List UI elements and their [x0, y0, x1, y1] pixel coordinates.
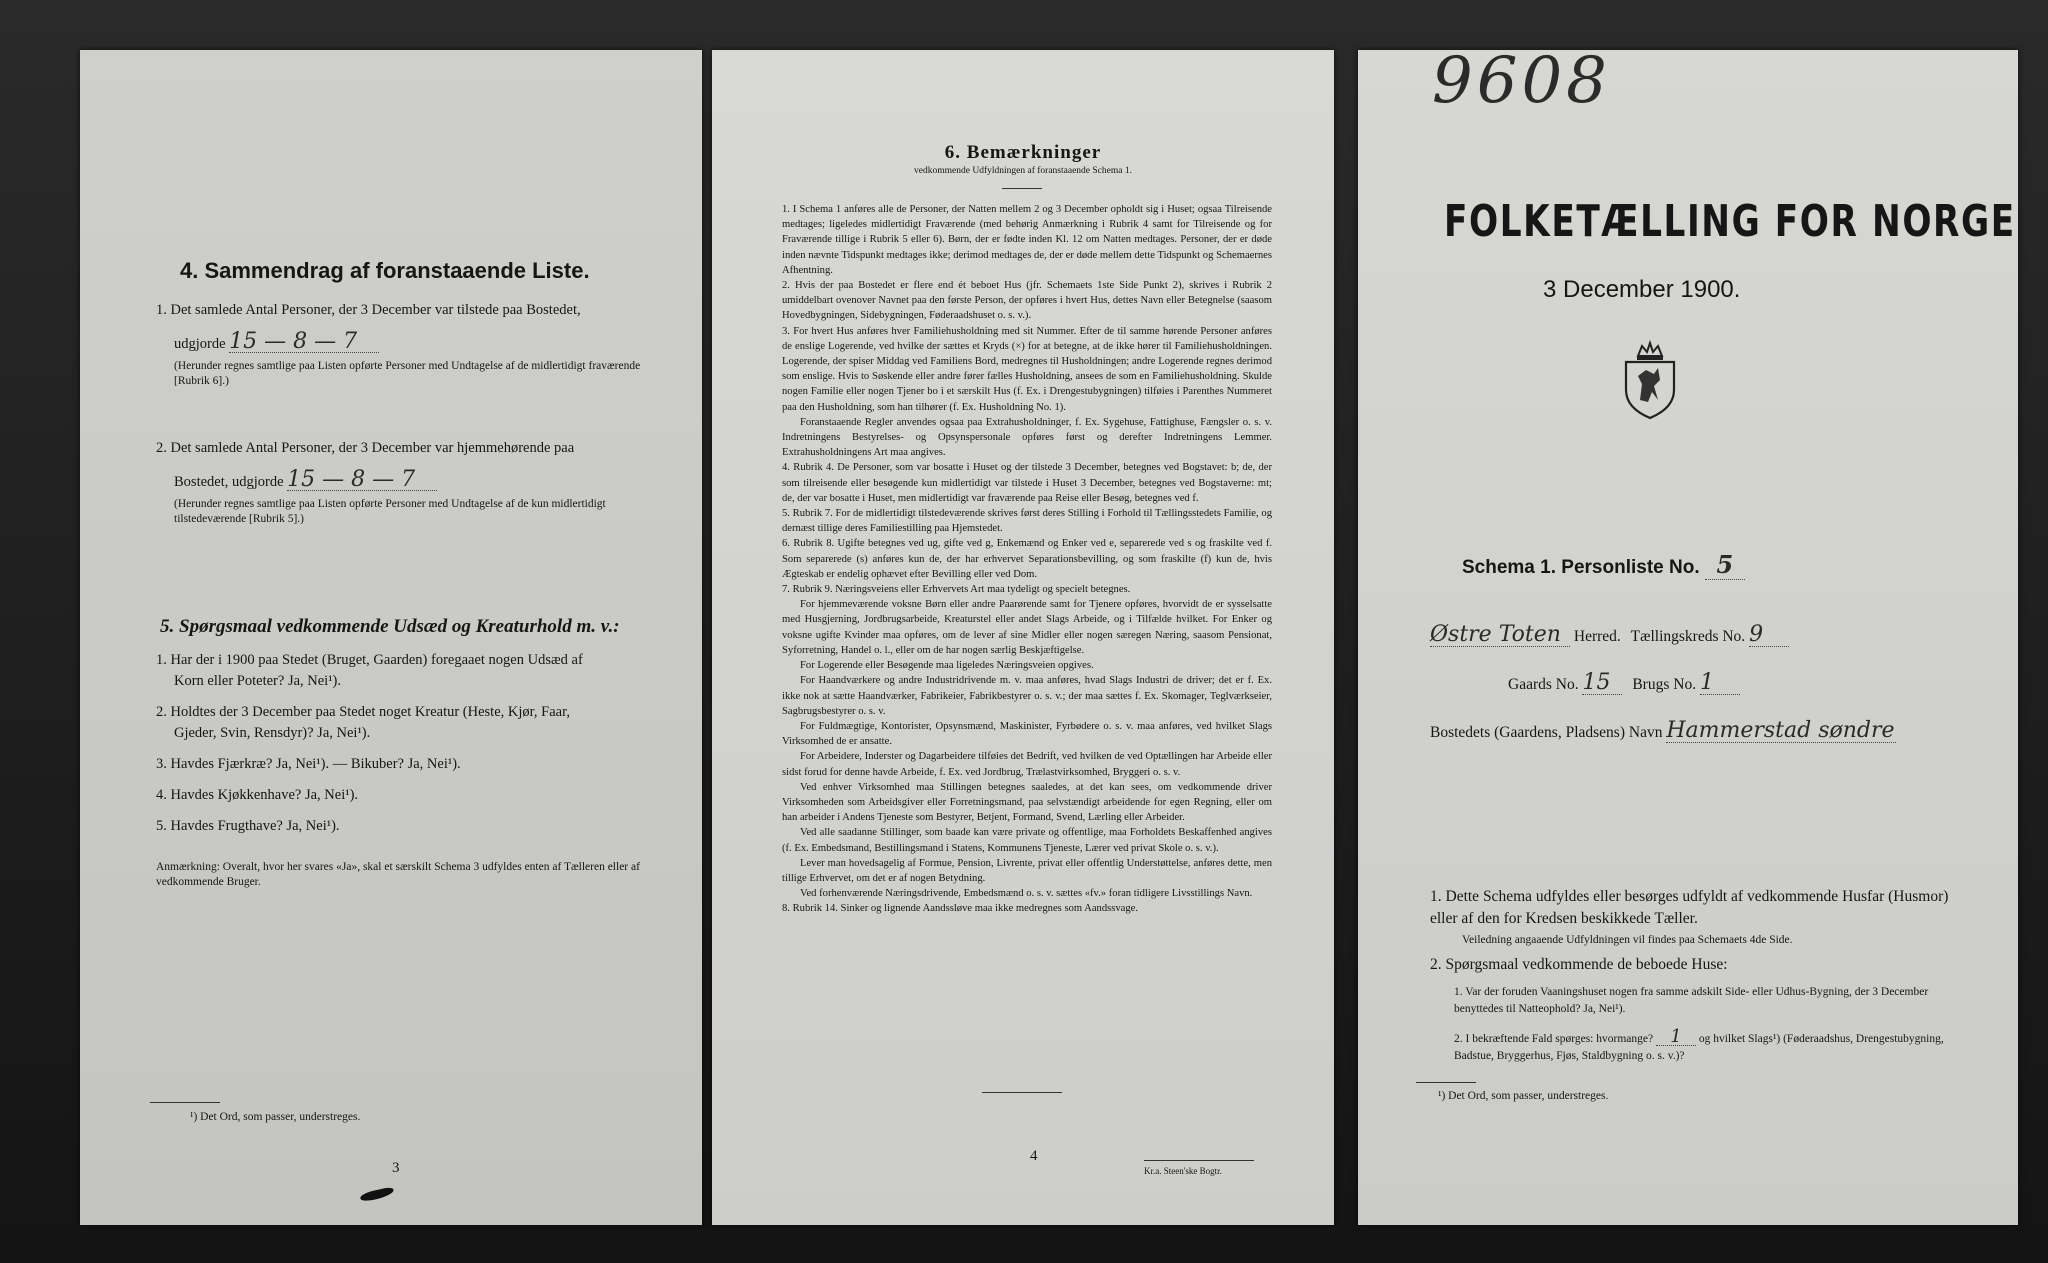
coat-of-arms-icon [1620, 340, 1680, 420]
house-question-2b: og hvilket Slags¹) (Føderaadshus, Drengestubygning, Badstue, Bryggerhus, Fjøs, Staldbygning o. s. v.)? [1454, 1033, 1944, 1062]
remark-paragraph: 4. Rubrik 4. De Personer, som var bosatte i Huset og der tilstede 3 December, betegnes ved Bogstavet: b; de, der som tilreisende eller besøgende kun midlertidigt var tilstede i Huset 3 December, betegnes ved Bogstaverne: mt; de, der var bosatte i Huset, men midlertidigt var fraværende paa Reise eller Besøg, betegnes ved f. [782, 462, 1272, 504]
remark: Anmærkning: Overalt, hvor her svares «Ja», skal et særskilt Schema 3 udfyldes enten af Tælleren eller af vedkommende Bruger. [156, 861, 640, 888]
remark-paragraph: 7. Rubrik 9. Næringsveiens eller Erhvervets Art maa tydeligt og specielt betegnes. [782, 584, 1131, 596]
summary-item-1-text: 1. Det samlede Antal Personer, der 3 December var tilstede paa Bostedet, [156, 302, 581, 318]
bleed-through-text [140, 110, 153, 142]
kreds-value: 9 [1749, 624, 1789, 647]
question-1a: 1. Har der i 1900 paa Stedet (Bruget, Gaarden) foregaaet nogen Udsæd af [156, 652, 583, 668]
herred-label: Herred. [1573, 628, 1621, 645]
house-count: 1 [1656, 1028, 1696, 1046]
remark-paragraph: 1. I Schema 1 anføres alle de Personer, der Natten mellem 2 og 3 December opholdt sig i Huset; ogsaa Tilreisende medtages; ligeledes midlertidigt Fraværende (med behørig Anmærkning i Rubrik 4 samt for Tilreisende og for Fraværende tillige i Rubrik 5 eller 6). Børn, der er fødte inden Kl. 12 om Natten medtages. Personer, der er døde inden nævnte Tidspunkt medtages ikke; derimod medtages de, der er døde mellem dette Tidspunkt og Schemaernes Afhentning. [782, 204, 1272, 276]
instruction-2: 2. Spørgsmaal vedkommende de beboede Huse: [1430, 956, 1728, 973]
remark-paragraph: Foranstaaende Regler anvendes ogsaa paa Extrahusholdninger, f. Ex. Sygehuse, Fattighuse, Fængsler o. s. v. Indretningens Bestyrelses- og Opsynspersonale opføres først og derefter Indretningens Lemmer. Extrahusholdningens Art maa angives. [782, 416, 1272, 459]
page-number: 4 [1030, 1148, 1038, 1164]
bosted-label: Bostedets (Gaardens, Pladsens) Navn [1430, 724, 1663, 741]
summary-item-2-value: 15 — 8 — 7 [287, 469, 437, 491]
remark-paragraph: 2. Hvis der paa Bostedet er flere end ét beboet Hus (jfr. Schemaets 1ste Side Punkt 2), skrives i Rubrik 2 umiddelbart ovenover Navnet paa den første Person, der opføres i hvert Hus, dettes Navn eller Betegnelse (saasom Hovedbygningen, Sidebygningen, Føderaadshuset o. s. v.). [782, 280, 1272, 322]
remark-paragraph: Ved forhenværende Næringsdrivende, Embedsmænd o. s. v. sættes «fv.» foran tidligere Livsstillings Navn. [800, 888, 1253, 900]
gaard-line [1508, 672, 1740, 696]
remarks-subtitle: vedkommende Udfyldningen af foranstaaende Schema 1. [914, 166, 1132, 176]
footnote: ¹) Det Ord, som passer, understreges. [190, 1111, 361, 1123]
house-question-2a: 2. I bekræftende Fald spørges: hvormange? [1454, 1033, 1654, 1045]
summary-item-1 [156, 300, 656, 389]
instruction-1: 1. Dette Schema udfyldes eller besørges udfyldt af vedkommende Husfar (Husmor) eller af den for Kredsen beskikkede Tæller. [1430, 888, 1949, 927]
census-title: FOLKETÆLLING FOR NORGE [1444, 196, 2016, 247]
brug-label: Brugs No. [1632, 676, 1697, 693]
remarks-title: 6. Bemærkninger [944, 142, 1102, 163]
summary-item-2-label: Bostedet, udgjorde [174, 474, 284, 490]
brug-value: 1 [1700, 672, 1740, 695]
question-2b: Gjeder, Svin, Rensdyr)? Ja, Nei¹). [174, 725, 371, 741]
page-1 [1358, 50, 2018, 1225]
summary-item-2 [156, 438, 656, 527]
summary-item-1-value: 15 — 8 — 7 [229, 331, 379, 353]
remark-paragraph: For Haandværkere og andre Industridrivende m. v. maa anføres, hvad Slags Industri de driver; det er f. Ex. ikke nok at sætte Haandværker, Fabrikeier, Fabrikbestyrer o. s. v.; der maa sættes f. Ex. Skomager, Teglværkseier, Sagbrugsbestyrer o. s. v. [782, 675, 1272, 717]
personliste-number: 5 [1705, 550, 1745, 580]
printer-mark: Kr.a. Steen'ske Bogtr. [1144, 1166, 1222, 1176]
question-3: 3. Havdes Fjærkræ? Ja, Nei¹). — Bikuber? Ja, Nei¹). [156, 756, 461, 772]
remark-paragraph: For Fuldmægtige, Kontorister, Opsynsmænd, Maskinister, Fyrbødere o. s. v. maa anføres, ved hvilket Slags Virksomhed de er ansatte. [782, 720, 1272, 748]
question-5: 5. Havdes Frugthave? Ja, Nei¹). [156, 818, 340, 834]
kreds-label: Tællingskreds No. [1630, 628, 1746, 645]
gaard-label: Gaards No. [1508, 676, 1579, 693]
house-question-1: 1. Var der foruden Vaaningshuset nogen fra samme adskilt Side- eller Udhus-Bygning, der 3 December benyttedes til Natteophold? Ja, Nei¹). [1454, 986, 1929, 1015]
page-3 [80, 50, 702, 1225]
instruction-1-sub: Veiledning angaaende Udfyldningen vil findes paa Schemaets 4de Side. [1462, 934, 1793, 946]
census-date: 3 December 1900. [1543, 276, 1741, 303]
ink-blot [359, 1187, 394, 1203]
remark-paragraph: For Arbeidere, Inderster og Dagarbeidere tilføies det Bedrift, ved hvilken de ved Optællingen har Arbeide eller sidst forud for denne havde Arbeide, f. Ex. ved Jordbrug, Trælastvirksomhed, Bryggeri o. s. v. [782, 751, 1272, 778]
question-1b: Korn eller Poteter? Ja, Nei¹). [174, 673, 342, 689]
remark-paragraph: For Logerende eller Besøgende maa ligeledes Næringsveien opgives. [800, 660, 1094, 672]
archive-number: 9608 [1432, 50, 1611, 118]
page-number: 3 [392, 1160, 400, 1176]
remark-paragraph: 6. Rubrik 8. Ugifte betegnes ved ug, gifte ved g, Enkemænd og Enker ved e, separerede ved s og fraskilte ved f. Som separerede (s) anføres kun de, der har erhvervet Separationsbevilling, og som fraskilte (f) kun de, hvis Ægteskab er endelig ophævet efter Bevilling eller ved Dom. [782, 538, 1272, 580]
section-4-title: 4. Sammendrag af foranstaaende Liste. [180, 258, 590, 283]
remark-paragraph: For hjemmeværende voksne Børn eller andre Paarørende samt for Tjenere opføres, hvorvidt de er sysselsatte med Husgjerning, Jordbrugsarbeide, Kreaturstel eller andet Slags Arbeide, og i Tilfælde hvilket. For Enker og voksne ugifte Kvinder maa opføres, om de lever af sine Midler eller nogen særegen Næring, saasom Pensionat, Syforretning, Handel o. l., eller om de har nogen særlig Beskjæftigelse. [782, 599, 1272, 656]
section-5-title: 5. Spørgsmaal vedkommende Udsæd og Kreaturhold m. v.: [160, 616, 620, 637]
remark-paragraph: 3. For hvert Hus anføres hver Familiehusholdning med sit Nummer. Efter de til samme hørende Personer anføres de enslige Logerende, ved hvilke der sættes et Kryds (×) for at betegne, at de ikke hører til Familiehusholdningen. Logerende, der spiser Middag ved Familiens Bord, medregnes til Husholdningen; andre Logerende regnes derimod som enslige. Hvis to Søskende eller andre fører fælles Husholdning, ansees de som en Familiehusholdning. Skulde nogen Familie eller nogen Tjener bo i et særskilt Hus (f. Ex. i Drengestubygningen) tilføies i Parenthes Nummeret paa den Husholdning, som han tilhører (f. Ex. Husholdning No. 1). [782, 325, 1272, 413]
remarks-body [782, 202, 1272, 917]
remark-paragraph: 8. Rubrik 14. Sinker og lignende Aandssløve maa ikke medregnes som Aandssvage. [782, 903, 1139, 915]
footnote-rule [1416, 1082, 1476, 1083]
section-5-questions [156, 650, 666, 837]
house-question-2 [1454, 1028, 1974, 1065]
schema-label [1462, 550, 1745, 580]
remark-paragraph: Ved alle saadanne Stillinger, som baade kan være private og offentlige, maa Forholdets Beskaffenhed angives (f. Ex. Embedsmand, Bestillingsmand i Statens, Kommunens Tjeneste, Lærer ved privat Skole o. s. v.). [782, 827, 1272, 854]
bosted-line [1430, 720, 2010, 744]
schema-label-text: Schema 1. Personliste No. [1462, 557, 1700, 578]
remark-paragraph: Lever man hovedsagelig af Formue, Pension, Livrente, privat eller offentlig Understøttelse, anføres dette, men tillige Erhvervet, om det er af nogen Betydning. [782, 857, 1272, 884]
page-4 [712, 50, 1334, 1225]
bosted-value: Hammerstad søndre [1666, 718, 1895, 743]
printer-rule [1144, 1160, 1254, 1161]
footnote: ¹) Det Ord, som passer, understreges. [1438, 1090, 1609, 1102]
footnote-rule [150, 1102, 220, 1103]
summary-item-1-label: udgjorde [174, 336, 226, 352]
question-4: 4. Havdes Kjøkkenhave? Ja, Nei¹). [156, 787, 359, 803]
title-rule [1002, 188, 1042, 189]
herred-value: Østre Toten [1430, 624, 1570, 647]
end-rule [982, 1092, 1062, 1093]
summary-item-2-note: (Herunder regnes samtlige paa Listen opførte Personer med Undtagelse af de kun midlertidigt tilstedeværende [Rubrik 5].) [174, 498, 606, 525]
summary-item-1-note: (Herunder regnes samtlige paa Listen opførte Personer med Undtagelse af de midlertidigt fraværende [Rubrik 6].) [174, 360, 641, 387]
herred-line [1430, 624, 1990, 648]
gaard-value: 15 [1582, 672, 1622, 695]
question-2a: 2. Holdtes der 3 December paa Stedet noget Kreatur (Heste, Kjør, Faar, [156, 704, 570, 720]
summary-item-2-text: 2. Det samlede Antal Personer, der 3 December var hjemmehørende paa [156, 440, 575, 456]
remark-paragraph: 5. Rubrik 7. For de midlertidigt tilstedeværende skrives først deres Stilling i Forhold til Tællingsstedets Familie, og dernæst tillige deres Familiestilling paa Hjemstedet. [782, 508, 1272, 535]
remark-paragraph: Ved enhver Virksomhed maa Stillingen betegnes saaledes, at det kan sees, om vedkommende driver Virksomheden som Arbeidsgiver eller Forretningsmand, paa selvstændigt arbeidende for egen Regning, eller om han arbeider i Andens Tjeneste som Bestyrer, Betjent, Formand, Svend, Lærling eller Arbeider. [782, 781, 1272, 824]
